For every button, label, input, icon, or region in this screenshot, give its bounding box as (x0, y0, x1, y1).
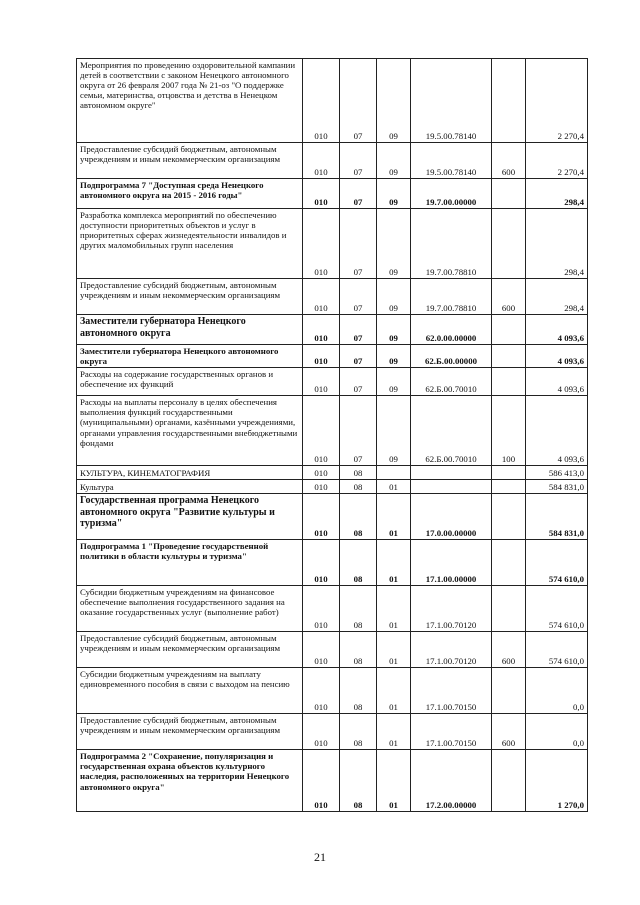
table-row (77, 466, 588, 480)
table-row (77, 750, 588, 812)
subsection-code-cell: 01 (377, 632, 411, 668)
table-row (77, 586, 588, 632)
table-row (77, 179, 588, 209)
subsection-code-cell: 01 (377, 480, 411, 494)
section-code-cell: 08 (340, 632, 377, 668)
amount-cell: 1 270,0 (526, 750, 588, 812)
table-row (77, 315, 588, 345)
target-article-cell (411, 480, 492, 494)
subsection-code-cell (377, 466, 411, 480)
expense-type-cell (492, 209, 526, 279)
table-row (77, 714, 588, 750)
amount-cell: 0,0 (526, 714, 588, 750)
subsection-code-cell: 01 (377, 750, 411, 812)
expense-name-cell: Предоставление субсидий бюджетным, автономным учреждениям и иным некоммерческим организациям (77, 632, 303, 668)
amount-cell: 584 831,0 (526, 480, 588, 494)
subsection-code-cell: 09 (377, 279, 411, 315)
grbs-code-cell: 010 (303, 494, 340, 540)
section-code-cell: 07 (340, 396, 377, 466)
amount-cell: 4 093,6 (526, 396, 588, 466)
target-article-cell: 19.7.00.00000 (411, 179, 492, 209)
table-row (77, 279, 588, 315)
expense-type-cell: 600 (492, 632, 526, 668)
grbs-code-cell: 010 (303, 59, 340, 143)
expense-name-cell: Расходы на выплаты персоналу в целях обеспечения выполнения функций государственными (муниципальными) органами, казёнными учреждениями, органами управления государственными внебюджетными фондами (77, 396, 303, 466)
target-article-cell: 17.1.00.00000 (411, 540, 492, 586)
subsection-code-cell: 09 (377, 179, 411, 209)
section-code-cell: 07 (340, 368, 377, 396)
expense-type-cell (492, 368, 526, 396)
table-row (77, 494, 588, 540)
expense-type-cell (492, 345, 526, 368)
section-code-cell: 08 (340, 668, 377, 714)
table-row (77, 143, 588, 179)
expense-name-cell: Государственная программа Ненецкого автономного округа "Развитие культуры и туризма" (77, 494, 303, 540)
budget-table (76, 58, 588, 812)
subsection-code-cell: 09 (377, 368, 411, 396)
section-code-cell: 08 (340, 494, 377, 540)
table-row (77, 368, 588, 396)
grbs-code-cell: 010 (303, 179, 340, 209)
subsection-code-cell: 09 (377, 59, 411, 143)
amount-cell: 298,4 (526, 179, 588, 209)
subsection-code-cell: 01 (377, 540, 411, 586)
grbs-code-cell: 010 (303, 586, 340, 632)
section-code-cell: 07 (340, 345, 377, 368)
target-article-cell: 17.1.00.70120 (411, 632, 492, 668)
section-code-cell: 08 (340, 586, 377, 632)
grbs-code-cell: 010 (303, 209, 340, 279)
expense-type-cell (492, 668, 526, 714)
amount-cell: 574 610,0 (526, 540, 588, 586)
amount-cell: 4 093,6 (526, 345, 588, 368)
expense-name-cell: Предоставление субсидий бюджетным, автономным учреждениям и иным некоммерческим организациям (77, 714, 303, 750)
target-article-cell: 17.2.00.00000 (411, 750, 492, 812)
grbs-code-cell: 010 (303, 750, 340, 812)
expense-type-cell (492, 586, 526, 632)
subsection-code-cell: 01 (377, 668, 411, 714)
expense-name-cell: Мероприятия по проведению оздоровительной кампании детей в соответствии с законом Ненецкого автономного округа от 26 февраля 2007 года № 21-оз "О поддержке семьи, материнства, отцовства и детства в Ненецком автономном округе" (77, 59, 303, 143)
amount-cell: 584 831,0 (526, 494, 588, 540)
expense-type-cell: 600 (492, 143, 526, 179)
section-code-cell: 08 (340, 466, 377, 480)
target-article-cell: 19.5.00.78140 (411, 143, 492, 179)
amount-cell: 2 270,4 (526, 59, 588, 143)
section-code-cell: 07 (340, 179, 377, 209)
grbs-code-cell: 010 (303, 279, 340, 315)
table-row (77, 209, 588, 279)
table-row (77, 632, 588, 668)
amount-cell: 574 610,0 (526, 632, 588, 668)
section-code-cell: 08 (340, 714, 377, 750)
section-code-cell: 08 (340, 540, 377, 586)
target-article-cell: 62.Б.00.70010 (411, 368, 492, 396)
subsection-code-cell: 09 (377, 143, 411, 179)
expense-name-cell: Подпрограмма 1 "Проведение государственной политики в области культуры и туризма" (77, 540, 303, 586)
grbs-code-cell: 010 (303, 368, 340, 396)
expense-name-cell: Подпрограмма 7 "Доступная среда Ненецкого автономного округа на 2015 - 2016 годы" (77, 179, 303, 209)
table-row (77, 396, 588, 466)
target-article-cell: 62.Б.00.70010 (411, 396, 492, 466)
expense-name-cell: Предоставление субсидий бюджетным, автономным учреждениям и иным некоммерческим организациям (77, 279, 303, 315)
expense-name-cell: Субсидии бюджетным учреждениям на выплату единовременного пособия в связи с выходом на пенсию (77, 668, 303, 714)
target-article-cell: 17.1.00.70150 (411, 668, 492, 714)
target-article-cell: 19.7.00.78810 (411, 209, 492, 279)
expense-name-cell: Культура (77, 480, 303, 494)
amount-cell: 298,4 (526, 209, 588, 279)
section-code-cell: 08 (340, 480, 377, 494)
expense-type-cell: 100 (492, 396, 526, 466)
subsection-code-cell: 09 (377, 209, 411, 279)
target-article-cell: 19.5.00.78140 (411, 59, 492, 143)
expense-type-cell (492, 179, 526, 209)
amount-cell: 0,0 (526, 668, 588, 714)
table-row (77, 59, 588, 143)
target-article-cell: 17.0.00.00000 (411, 494, 492, 540)
grbs-code-cell: 010 (303, 396, 340, 466)
amount-cell: 4 093,6 (526, 368, 588, 396)
section-code-cell: 07 (340, 279, 377, 315)
page-number: 21 (314, 850, 326, 864)
grbs-code-cell: 010 (303, 540, 340, 586)
target-article-cell: 19.7.00.78810 (411, 279, 492, 315)
expense-name-cell: Расходы на содержание государственных органов и обеспечение их функций (77, 368, 303, 396)
table-row (77, 480, 588, 494)
grbs-code-cell: 010 (303, 466, 340, 480)
expense-name-cell: Субсидии бюджетным учреждениям на финансовое обеспечение выполнения государственного задания на оказание государственных услуг (выполнение работ) (77, 586, 303, 632)
grbs-code-cell: 010 (303, 315, 340, 345)
expense-type-cell (492, 750, 526, 812)
expense-type-cell (492, 466, 526, 480)
expense-type-cell (492, 494, 526, 540)
subsection-code-cell: 01 (377, 714, 411, 750)
target-article-cell (411, 466, 492, 480)
table-body (77, 59, 588, 812)
expense-name-cell: Заместители губернатора Ненецкого автономного округа (77, 345, 303, 368)
expense-type-cell: 600 (492, 714, 526, 750)
amount-cell: 2 270,4 (526, 143, 588, 179)
expense-type-cell (492, 480, 526, 494)
table-row (77, 668, 588, 714)
target-article-cell: 17.1.00.70120 (411, 586, 492, 632)
amount-cell: 574 610,0 (526, 586, 588, 632)
amount-cell: 298,4 (526, 279, 588, 315)
subsection-code-cell: 09 (377, 345, 411, 368)
target-article-cell: 62.Б.00.00000 (411, 345, 492, 368)
grbs-code-cell: 010 (303, 714, 340, 750)
grbs-code-cell: 010 (303, 345, 340, 368)
amount-cell: 586 413,0 (526, 466, 588, 480)
section-code-cell: 07 (340, 315, 377, 345)
subsection-code-cell: 01 (377, 494, 411, 540)
target-article-cell: 17.1.00.70150 (411, 714, 492, 750)
table-row (77, 540, 588, 586)
expense-type-cell (492, 315, 526, 345)
expense-type-cell (492, 540, 526, 586)
subsection-code-cell: 09 (377, 396, 411, 466)
grbs-code-cell: 010 (303, 668, 340, 714)
grbs-code-cell: 010 (303, 480, 340, 494)
target-article-cell: 62.0.00.00000 (411, 315, 492, 345)
table-row (77, 345, 588, 368)
subsection-code-cell: 01 (377, 586, 411, 632)
grbs-code-cell: 010 (303, 143, 340, 179)
grbs-code-cell: 010 (303, 632, 340, 668)
expense-name-cell: Разработка комплекса мероприятий по обеспечению доступности приоритетных объектов и услуг в приоритетных сферах жизнедеятельности инвалидов и других маломобильных групп населения (77, 209, 303, 279)
section-code-cell: 07 (340, 143, 377, 179)
expense-type-cell (492, 59, 526, 143)
expense-name-cell: КУЛЬТУРА, КИНЕМАТОГРАФИЯ (77, 466, 303, 480)
expense-type-cell: 600 (492, 279, 526, 315)
section-code-cell: 07 (340, 59, 377, 143)
amount-cell: 4 093,6 (526, 315, 588, 345)
expense-name-cell: Подпрограмма 2 "Сохранение, популяризация и государственная охрана объектов культурного наследия, расположенных на территории Ненецкого автономного округа" (77, 750, 303, 812)
subsection-code-cell: 09 (377, 315, 411, 345)
expense-name-cell: Заместители губернатора Ненецкого автономного округа (77, 315, 303, 345)
section-code-cell: 07 (340, 209, 377, 279)
expense-name-cell: Предоставление субсидий бюджетным, автономным учреждениям и иным некоммерческим организациям (77, 143, 303, 179)
section-code-cell: 08 (340, 750, 377, 812)
